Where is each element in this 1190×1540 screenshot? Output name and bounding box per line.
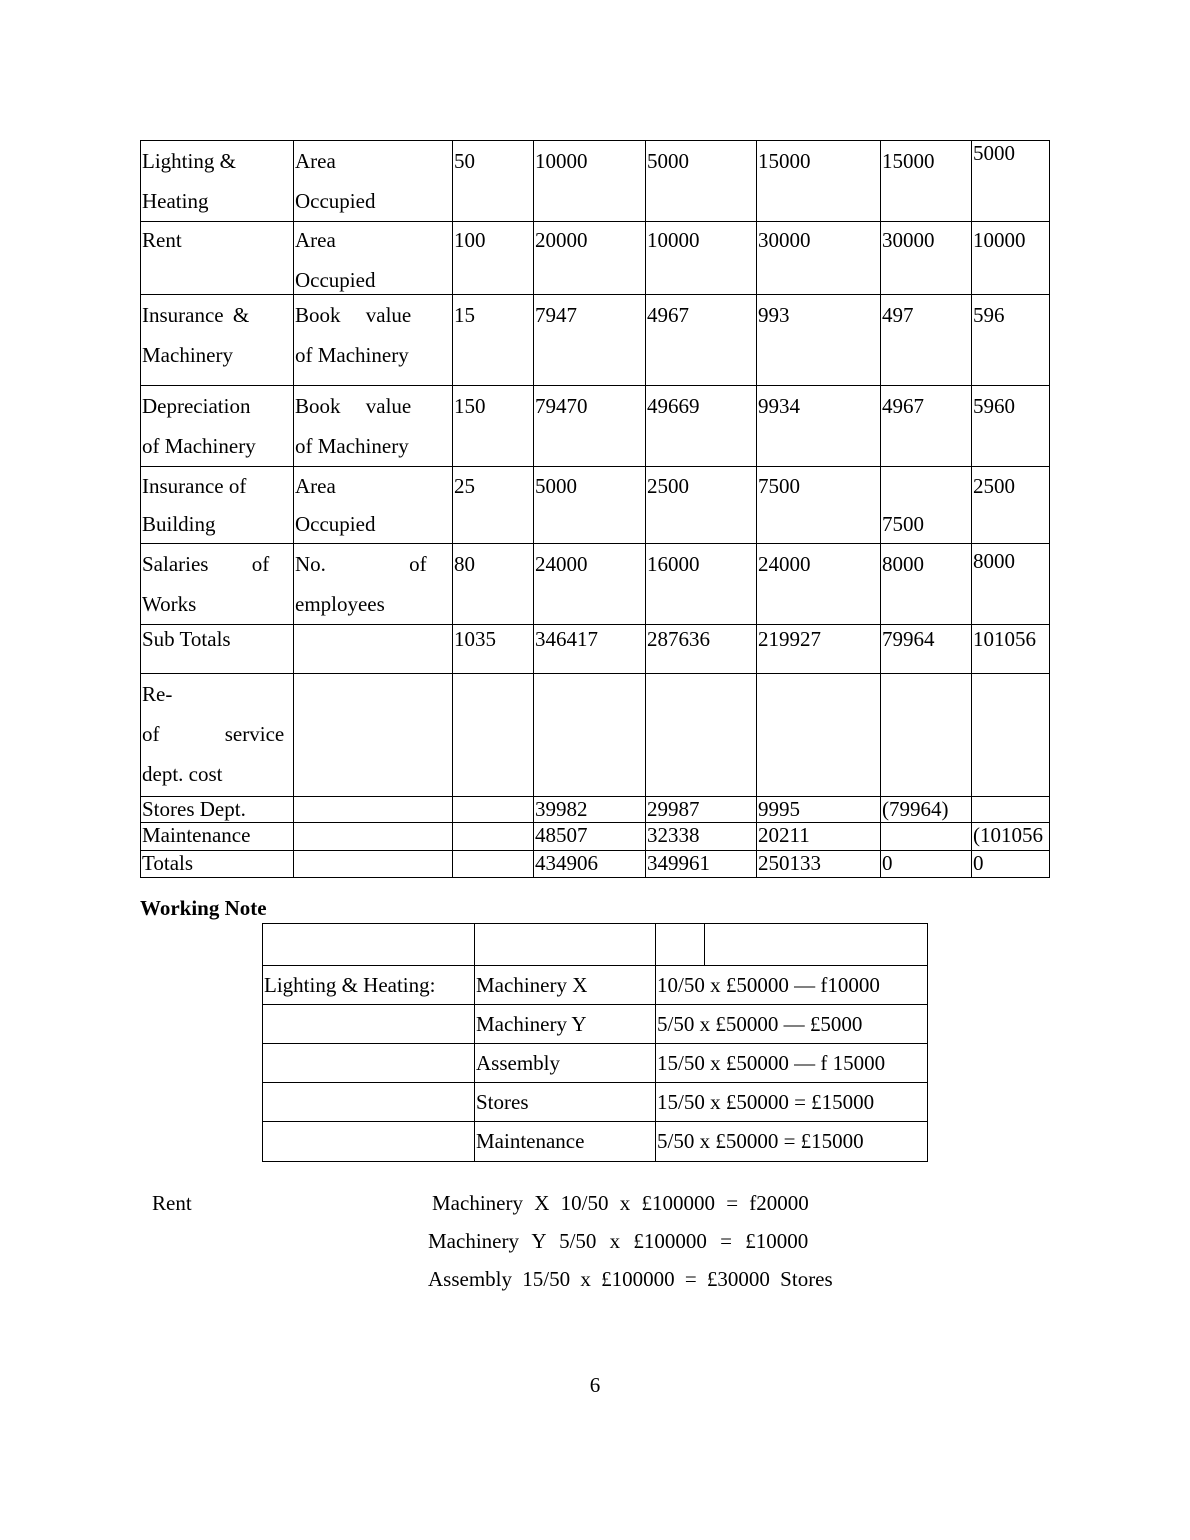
empty-cell <box>263 1083 475 1122</box>
table-row <box>141 222 1050 295</box>
empty-cell <box>294 625 453 674</box>
machinery-y-cell: 49669 <box>646 386 757 467</box>
empty-cell <box>453 823 534 851</box>
dept-cell: Machinery X <box>475 966 656 1005</box>
item-cell: Insurance & Machinery <box>141 295 294 386</box>
maintenance-cell: 5000 <box>972 141 1050 222</box>
empty-cell <box>757 674 881 797</box>
table-row <box>263 1005 928 1044</box>
working-note-label: Lighting & Heating: <box>263 966 475 1005</box>
stores-cell: 79964 <box>881 625 972 674</box>
stores-cell <box>881 823 972 851</box>
total-cell: 1035 <box>453 625 534 674</box>
basis-cell: Book value of Machinery <box>294 386 453 467</box>
calc-cell: 5/50 x £50000 = £15000 <box>656 1122 928 1162</box>
basis-cell: Book value of Machinery <box>294 295 453 386</box>
assembly-cell: 9934 <box>757 386 881 467</box>
item-cell: Salaries of Works <box>141 544 294 625</box>
empty-cell <box>881 674 972 797</box>
maintenance-cell: 101056 <box>972 625 1050 674</box>
assembly-cell: 993 <box>757 295 881 386</box>
maintenance-cell: 8000 <box>972 544 1050 625</box>
empty-cell <box>294 851 453 878</box>
empty-cell <box>453 851 534 878</box>
empty-cell <box>534 674 646 797</box>
machinery-x-cell: 10000 <box>534 141 646 222</box>
calc-cell: 5/50 x £50000 — £5000 <box>656 1005 928 1044</box>
empty-cell <box>263 1005 475 1044</box>
dept-cell: Machinery Y <box>475 1005 656 1044</box>
working-note-heading: Working Note <box>140 896 267 920</box>
row-label: Maintenance <box>141 823 294 851</box>
machinery-y-cell: 2500 <box>646 467 757 544</box>
machinery-x-cell: 5000 <box>534 467 646 544</box>
item-cell: Insurance of Building <box>141 467 294 544</box>
empty-cell <box>453 797 534 823</box>
rent-line: Assembly 15/50 x £100000 = £30000 Stores <box>428 1267 833 1291</box>
empty-cell <box>972 674 1050 797</box>
basis-cell: Area Occupied <box>294 467 453 544</box>
table-row <box>141 141 1050 222</box>
maintenance-cell: 10000 <box>972 222 1050 295</box>
total-cell: 150 <box>453 386 534 467</box>
stores-cell: 4967 <box>881 386 972 467</box>
rent-label: Rent <box>152 1191 192 1215</box>
empty-cell <box>475 924 656 966</box>
stores-cell: (79964) <box>881 797 972 823</box>
row-label: Totals <box>141 851 294 878</box>
empty-cell <box>294 797 453 823</box>
machinery-x-cell: 346417 <box>534 625 646 674</box>
stores-cell: 0 <box>881 851 972 878</box>
total-cell: 80 <box>453 544 534 625</box>
empty-cell <box>294 823 453 851</box>
assembly-cell: 30000 <box>757 222 881 295</box>
empty-cell <box>294 674 453 797</box>
stores-cell: 7500 <box>881 467 972 544</box>
subtotal-label: Sub Totals <box>141 625 294 674</box>
dept-cell: Stores <box>475 1083 656 1122</box>
rent-line: Machinery Y 5/50 x £100000 = £10000 <box>428 1229 809 1253</box>
machinery-y-cell: 5000 <box>646 141 757 222</box>
empty-cell <box>263 924 475 966</box>
assembly-cell: 24000 <box>757 544 881 625</box>
basis-cell: No. of employees <box>294 544 453 625</box>
total-cell: 15 <box>453 295 534 386</box>
overhead-distribution-table <box>140 140 1050 878</box>
totals-row <box>141 851 1050 878</box>
table-row <box>141 295 1050 386</box>
machinery-y-cell: 32338 <box>646 823 757 851</box>
machinery-y-cell: 16000 <box>646 544 757 625</box>
empty-cell <box>453 674 534 797</box>
empty-cell <box>263 1122 475 1162</box>
machinery-x-cell: 39982 <box>534 797 646 823</box>
assembly-cell: 7500 <box>757 467 881 544</box>
maintenance-cell: 596 <box>972 295 1050 386</box>
basis-cell: Area Occupied <box>294 141 453 222</box>
table-row <box>141 386 1050 467</box>
total-cell: 50 <box>453 141 534 222</box>
stores-dept-row <box>141 797 1050 823</box>
assembly-cell: 250133 <box>757 851 881 878</box>
maintenance-row <box>141 823 1050 851</box>
rent-line: Machinery X 10/50 x £100000 = f20000 <box>432 1191 809 1215</box>
redistribution-row <box>141 674 1050 797</box>
total-cell: 25 <box>453 467 534 544</box>
basis-cell: Area Occupied <box>294 222 453 295</box>
working-note-table <box>262 923 928 1162</box>
assembly-cell: 15000 <box>757 141 881 222</box>
assembly-cell: 9995 <box>757 797 881 823</box>
machinery-x-cell: 7947 <box>534 295 646 386</box>
stores-cell: 497 <box>881 295 972 386</box>
item-cell: Lighting & Heating <box>141 141 294 222</box>
machinery-y-cell: 29987 <box>646 797 757 823</box>
table-row <box>263 1122 928 1162</box>
machinery-x-cell: 48507 <box>534 823 646 851</box>
maintenance-cell: (101056 <box>972 823 1050 851</box>
machinery-y-cell: 349961 <box>646 851 757 878</box>
page-number: 6 <box>589 1373 601 1397</box>
table-row <box>263 1044 928 1083</box>
redistribution-label: Re- of service dept. cost <box>141 674 294 797</box>
item-cell: Rent <box>141 222 294 295</box>
row-label: Stores Dept. <box>141 797 294 823</box>
dept-cell: Maintenance <box>475 1122 656 1162</box>
machinery-x-cell: 79470 <box>534 386 646 467</box>
machinery-x-cell: 20000 <box>534 222 646 295</box>
maintenance-cell: 0 <box>972 851 1050 878</box>
table-row <box>141 467 1050 544</box>
maintenance-cell <box>972 797 1050 823</box>
machinery-x-cell: 24000 <box>534 544 646 625</box>
calc-cell: 15/50 x £50000 = £15000 <box>656 1083 928 1122</box>
stores-cell: 15000 <box>881 141 972 222</box>
empty-cell <box>646 674 757 797</box>
machinery-y-cell: 4967 <box>646 295 757 386</box>
machinery-y-cell: 10000 <box>646 222 757 295</box>
total-cell: 100 <box>453 222 534 295</box>
assembly-cell: 20211 <box>757 823 881 851</box>
machinery-y-cell: 287636 <box>646 625 757 674</box>
maintenance-cell: 2500 <box>972 467 1050 544</box>
stores-cell: 30000 <box>881 222 972 295</box>
table-row <box>141 544 1050 625</box>
empty-cell <box>263 1044 475 1083</box>
table-row <box>263 966 928 1005</box>
empty-cell <box>656 924 928 966</box>
stores-cell: 8000 <box>881 544 972 625</box>
dept-cell: Assembly <box>475 1044 656 1083</box>
machinery-x-cell: 434906 <box>534 851 646 878</box>
item-cell: Depreciation of Machinery <box>141 386 294 467</box>
table-row <box>263 1083 928 1122</box>
table-row <box>263 924 928 966</box>
subtotal-row <box>141 625 1050 674</box>
calc-cell: 10/50 x £50000 — f10000 <box>656 966 928 1005</box>
calc-cell: 15/50 x £50000 — f 15000 <box>656 1044 928 1083</box>
maintenance-cell: 5960 <box>972 386 1050 467</box>
assembly-cell: 219927 <box>757 625 881 674</box>
